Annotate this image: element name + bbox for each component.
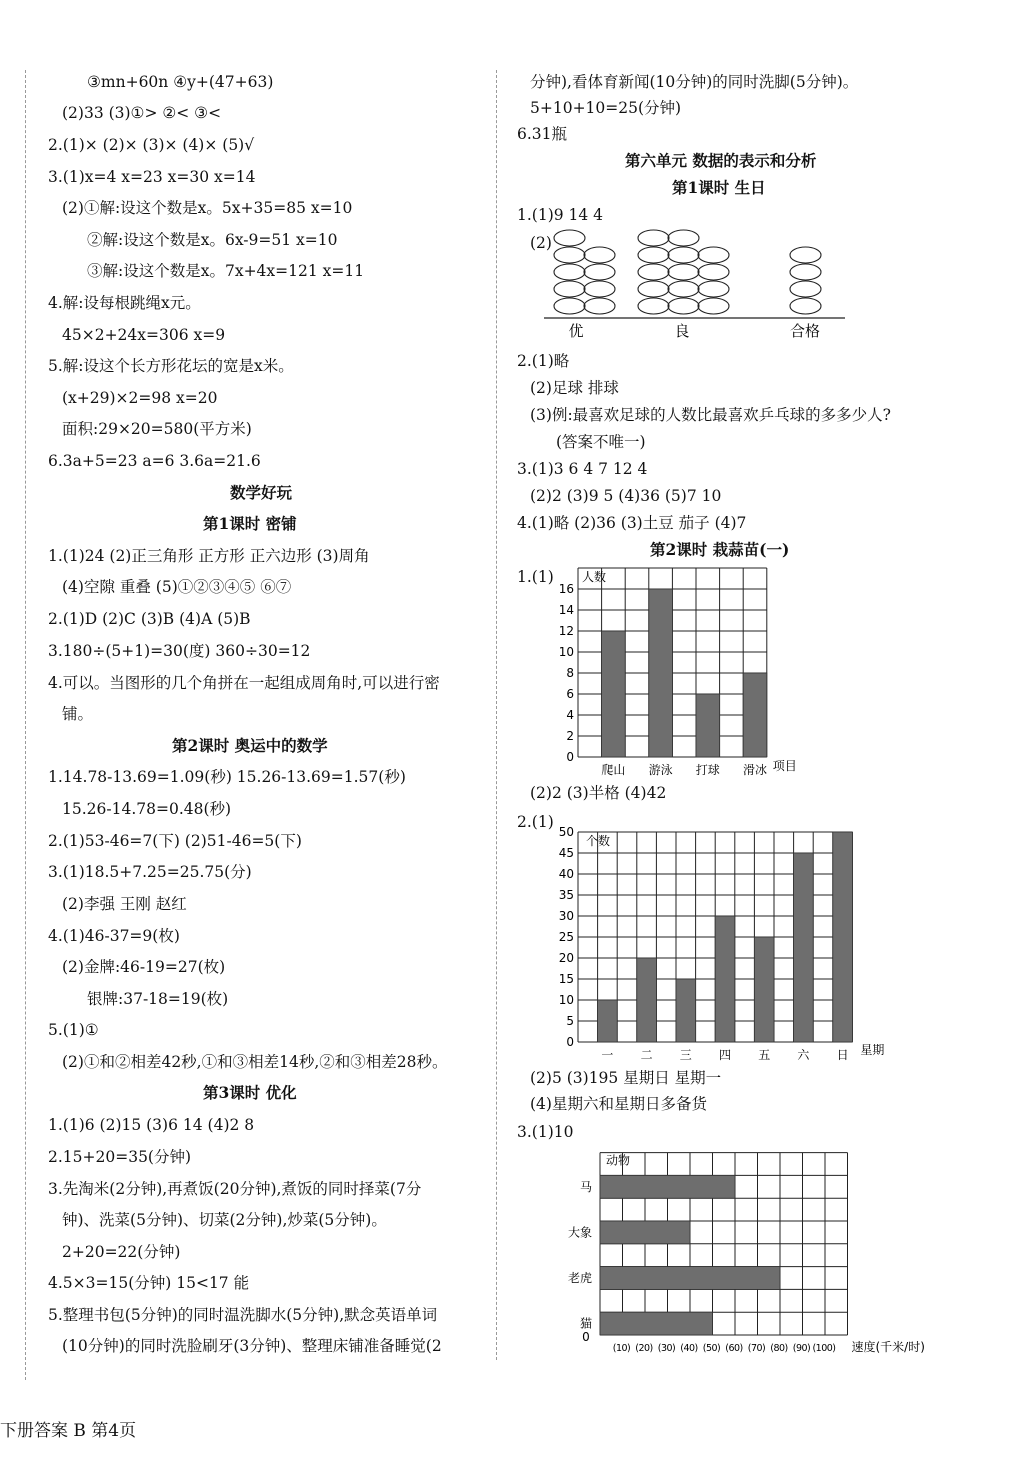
bar	[600, 1312, 713, 1335]
y-category-label: 大象	[567, 1225, 592, 1240]
answer-line: 铺。	[62, 705, 94, 723]
y-tick-label: 12	[558, 624, 574, 638]
bar	[715, 916, 735, 1042]
y-category-label: 马	[579, 1179, 592, 1194]
answer-line: 5.(1)①	[48, 1021, 99, 1039]
lesson-title: 第2课时 栽蒜苗(一)	[650, 540, 790, 559]
answer-line: (2)金牌:46-19=27(枚)	[62, 958, 226, 976]
bar	[794, 853, 814, 1042]
bar	[598, 1000, 618, 1042]
answer-line: 3.(1)10	[517, 1123, 574, 1141]
answer-line: 3.先淘米(2分钟),再煮饭(20分钟),煮饭的同时择菜(7分	[48, 1180, 422, 1198]
unit-title: 第六单元 数据的表示和分析	[625, 151, 817, 170]
x-category-label: 滑冰	[742, 763, 768, 777]
answer-line: 1.(1)9 14 4	[517, 206, 604, 224]
pictograph-category-label: 合格	[789, 322, 821, 340]
bar	[637, 958, 657, 1042]
y-tick-label: 2	[566, 729, 574, 743]
x-tick-label: (90)	[792, 1343, 811, 1354]
answer-line: 银牌:37-18=19(枚)	[87, 990, 229, 1008]
y-tick-label: 15	[558, 972, 574, 986]
pictograph-symbol	[554, 230, 585, 246]
pictograph-symbol	[638, 264, 669, 280]
page-footer: 下册答案 B 第4页	[0, 1421, 137, 1441]
pictograph-symbol	[698, 281, 729, 297]
answer-line: 2.(1)	[517, 813, 554, 831]
bar	[649, 589, 673, 757]
answer-line: (2)33 (3)①> ②< ③<	[62, 104, 222, 122]
x-axis-title: 项目	[772, 759, 797, 773]
answer-line: (2)2 (3)半格 (4)42	[530, 784, 667, 802]
y-tick-label: 10	[558, 645, 574, 659]
bar	[602, 631, 626, 757]
answer-line: ③解:设这个数是x。7x+4x=121 x=11	[87, 262, 365, 280]
y-tick-label: 5	[566, 1014, 574, 1028]
y-tick-label: 25	[558, 930, 574, 944]
y-tick-label: 6	[566, 687, 574, 701]
column-divider-left	[25, 70, 26, 1380]
y-axis-title: 人数	[582, 570, 607, 584]
x-category-label: 三	[679, 1048, 692, 1062]
answer-line: (4)星期六和星期日多备货	[530, 1095, 707, 1113]
pictograph-symbol	[584, 298, 615, 314]
x-category-label: 六	[797, 1048, 810, 1062]
y-axis-title: 动物	[606, 1153, 631, 1168]
answer-line: 15.26-14.78=0.48(秒)	[62, 800, 232, 818]
section-title: 数学好玩	[230, 483, 293, 502]
origin-label: 0	[582, 1330, 590, 1344]
y-category-label: 猫	[579, 1316, 592, 1331]
answer-line: 4.(1)略 (2)36 (3)土豆 茄子 (4)7	[517, 514, 747, 532]
answer-line: (2)2 (3)9 5 (4)36 (5)7 10	[530, 487, 722, 505]
answer-line: 4.解:设每根跳绳x元。	[48, 294, 201, 312]
answer-line: (2)①和②相差42秒,①和③相差14秒,②和③相差28秒。	[62, 1053, 448, 1071]
pictograph-symbol	[668, 298, 699, 314]
answer-line: 45×2+24x=306 x=9	[62, 326, 226, 344]
x-category-label: 五	[758, 1048, 771, 1062]
pictograph-symbol	[668, 230, 699, 246]
answer-line: 4.(1)46-37=9(枚)	[48, 927, 180, 945]
pictograph-symbol	[554, 281, 585, 297]
answer-line: 5+10+10=25(分钟)	[530, 99, 682, 117]
answer-line: (2)	[530, 234, 552, 252]
answer-line: (2)足球 排球	[530, 379, 619, 397]
x-tick-label: (20)	[635, 1343, 653, 1354]
bar-chart-weekdays	[545, 810, 915, 1065]
answer-line: 2.15+20=35(分钟)	[48, 1148, 192, 1166]
answer-line: 4.可以。当图形的几个角拼在一起组成周角时,可以进行密	[48, 674, 440, 692]
answer-line: 钟)、洗菜(5分钟)、切菜(2分钟),炒菜(5分钟)。	[62, 1211, 387, 1229]
y-tick-label: 16	[558, 582, 574, 596]
lesson-title: 第1课时 密铺	[203, 514, 297, 533]
y-tick-label: 45	[558, 846, 574, 860]
x-category-label: 四	[718, 1048, 732, 1062]
x-category-label: 日	[836, 1048, 849, 1062]
y-tick-label: 10	[558, 993, 574, 1007]
answer-line: 1.(1)6 (2)15 (3)6 14 (4)2 8	[48, 1116, 255, 1134]
y-tick-label: 0	[566, 750, 574, 764]
pictograph-symbol	[668, 247, 699, 263]
answer-line: 1.(1)	[517, 568, 554, 586]
x-tick-label: (70)	[747, 1343, 766, 1354]
answer-line: ②解:设这个数是x。6x-9=51 x=10	[87, 231, 338, 249]
bar	[600, 1221, 690, 1244]
pictograph-symbol	[584, 247, 615, 263]
x-tick-label: (40)	[680, 1343, 698, 1354]
answer-line: 3.180÷(5+1)=30(度) 360÷30=12	[48, 642, 311, 660]
answer-line: 6.31瓶	[517, 125, 568, 143]
answer-line: 3.(1)3 6 4 7 12 4	[517, 460, 648, 478]
y-tick-label: 8	[566, 666, 574, 680]
pictograph-symbol	[668, 264, 699, 280]
answer-line: 3.(1)x=4 x=23 x=30 x=14	[48, 168, 256, 186]
answer-line: (2)①解:设这个数是x。5x+35=85 x=10	[62, 199, 353, 217]
pictograph-symbol	[638, 298, 669, 314]
lesson-title: 第3课时 优化	[203, 1083, 297, 1102]
answer-line: (2)5 (3)195 星期日 星期一	[530, 1069, 722, 1087]
bar	[600, 1267, 780, 1290]
answer-line: (x+29)×2=98 x=20	[62, 389, 218, 407]
bar	[696, 694, 720, 757]
pictograph-symbol	[790, 281, 821, 297]
pictograph-symbol	[554, 247, 585, 263]
x-category-label: 一	[601, 1048, 614, 1062]
bar-chart-activities	[550, 560, 800, 780]
pictograph-symbol	[698, 264, 729, 280]
bar	[754, 937, 774, 1042]
x-category-label: 二	[640, 1048, 653, 1062]
pictograph-symbol	[698, 298, 729, 314]
answer-line: (4)空隙 重叠 (5)①②③④⑤ ⑥⑦	[62, 578, 292, 596]
pictograph-symbol	[584, 281, 615, 297]
y-tick-label: 35	[558, 888, 574, 902]
pictograph-symbol	[790, 264, 821, 280]
x-tick-label: (80)	[770, 1343, 788, 1354]
pictograph-symbol	[638, 230, 669, 246]
x-tick-label: (50)	[702, 1343, 721, 1354]
answer-line: 2.(1)D (2)C (3)B (4)A (5)B	[48, 610, 251, 628]
x-category-label: 游泳	[648, 763, 673, 777]
pictograph-symbol	[638, 247, 669, 263]
answer-line: (3)例:最喜欢足球的人数比最喜欢乒乓球的多多少人?	[530, 406, 891, 424]
x-axis-title: 星期	[860, 1043, 885, 1057]
y-tick-label: 14	[558, 603, 574, 617]
bar-chart-animal-speed	[560, 1145, 940, 1360]
answer-line: 5.解:设这个长方形花坛的宽是x米。	[48, 357, 294, 375]
answer-line: 6.3a+5=23 a=6 3.6a=21.6	[48, 452, 261, 470]
answer-line: 5.整理书包(5分钟)的同时温洗脚水(5分钟),默念英语单词	[48, 1306, 438, 1324]
answer-line: 2+20=22(分钟)	[62, 1243, 181, 1261]
answer-line: (10分钟)的同时洗脸刷牙(3分钟)、整理床铺准备睡觉(2	[62, 1337, 442, 1355]
pictograph-symbol	[698, 247, 729, 263]
column-divider-center	[496, 70, 497, 1360]
bar	[833, 832, 853, 1042]
answer-line: (2)李强 王刚 赵红	[62, 895, 187, 913]
lesson-title: 第2课时 奥运中的数学	[172, 736, 328, 755]
pictograph-symbol	[638, 281, 669, 297]
pictograph-chart	[540, 228, 860, 350]
x-tick-label: (100)	[812, 1343, 836, 1354]
x-category-label: 爬山	[601, 763, 626, 777]
pictograph-category-label: 优	[568, 322, 584, 340]
pictograph-symbol	[668, 281, 699, 297]
answer-line: 面积:29×20=580(平方米)	[62, 420, 252, 438]
answer-line: 分钟),看体育新闻(10分钟)的同时洗脚(5分钟)。	[530, 73, 859, 91]
y-tick-label: 0	[566, 1035, 574, 1049]
bar	[743, 673, 767, 757]
x-axis-title: 速度(千米/时)	[851, 1340, 925, 1354]
lesson-title: 第1课时 生日	[672, 178, 766, 197]
bar	[676, 979, 696, 1042]
bar	[600, 1175, 735, 1198]
answer-line: 2.(1)× (2)× (3)× (4)× (5)√	[48, 136, 255, 154]
pictograph-symbol	[554, 264, 585, 280]
answer-line: 1.14.78-13.69=1.09(秒) 15.26-13.69=1.57(秒)	[48, 768, 406, 786]
y-tick-label: 4	[566, 708, 574, 722]
y-axis-title: 个数	[586, 834, 611, 848]
y-tick-label: 30	[558, 909, 574, 923]
pictograph-symbol	[790, 298, 821, 314]
x-category-label: 打球	[695, 763, 720, 777]
x-tick-label: (10)	[612, 1343, 631, 1354]
x-tick-label: (60)	[725, 1343, 743, 1354]
answer-line: 4.5×3=15(分钟) 15<17 能	[48, 1274, 250, 1292]
y-tick-label: 40	[558, 867, 574, 881]
pictograph-symbol	[554, 298, 585, 314]
y-category-label: 老虎	[567, 1271, 592, 1285]
y-tick-label: 20	[558, 951, 574, 965]
answer-line: ③mn+60n ④y+(47+63)	[87, 73, 274, 91]
x-tick-label: (30)	[657, 1343, 676, 1354]
answer-line: 1.(1)24 (2)正三角形 正方形 正六边形 (3)周角	[48, 547, 370, 565]
pictograph-category-label: 良	[674, 322, 690, 340]
answer-line: 2.(1)53-46=7(下) (2)51-46=5(下)	[48, 832, 302, 850]
answer-line: 3.(1)18.5+7.25=25.75(分)	[48, 863, 252, 881]
pictograph-symbol	[584, 264, 615, 280]
answer-line: (答案不唯一)	[556, 433, 646, 451]
pictograph-symbol	[790, 247, 821, 263]
answer-line: 2.(1)略	[517, 352, 570, 370]
y-tick-label: 50	[558, 825, 574, 839]
